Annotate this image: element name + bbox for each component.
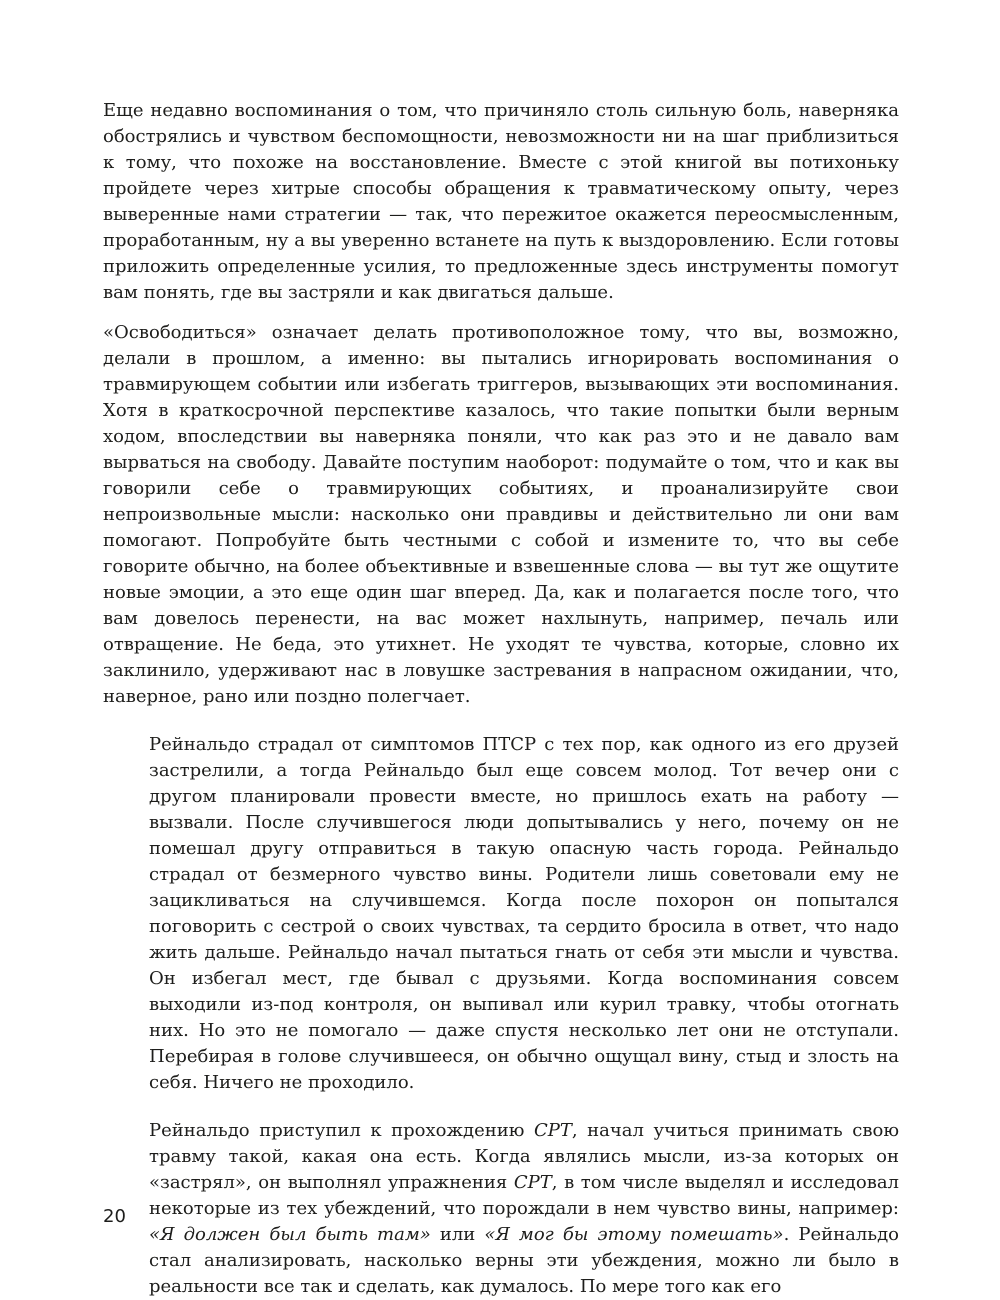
body-text	[103, 98, 899, 1300]
paragraph-recovery-intro: Еще недавно воспоминания о том, что причиняло столь сильную боль, наверняка обострялись и чувством беспомощности, невозможности ни на шаг приблизиться к тому, что похоже на восстановление. Вместе с этой книгой вы потихоньку пройдете через хитрые способы обращения к травматическому опыту, через выверенные нами стратегии — так, что пережитое окажется переосмысленным, проработанным, ну а вы уверенно встанете на путь к выздоровлению. Если готовы приложить определенные усилия, то предложенные здесь инструменты помогут вам понять, где вы застряли и как двигаться дальше.	[103, 100, 899, 303]
text-segment: или	[430, 1224, 485, 1245]
term-cpt: CPT	[533, 1120, 572, 1141]
text-segment: Рейнальдо приступил к прохождению	[149, 1120, 534, 1141]
text-segment: , начал учиться принимать свою травму такой, какая она есть. Когда являлись мысли, из-за которых он «застрял», он выполнял упражнения	[149, 1120, 899, 1193]
term-cpt: CPT	[513, 1172, 552, 1193]
paragraph-case-treatment	[149, 1118, 899, 1300]
paragraph-case-story: Рейнальдо страдал от симптомов ПТСР с тех пор, как одного из его друзей застрелили, а тогда Рейнальдо был еще совсем молод. Тот вечер они с другом планировали провести вместе, но пришлось ехать на работу — вызвали. После случившегося люди допытывались у него, почему он не помешал другу отправиться в такую опасную часть города. Рейнальдо страдал от безмерного чувство вины. Родители лишь советовали ему не зацикливаться на случившемся. Когда после похорон он попытался поговорить с сестрой о своих чувствах, та сердито бросила в ответ, что надо жить дальше. Рейнальдо начал пытаться гнать от себя эти мысли и чувства. Он избегал мест, где бывал с друзьями. Когда воспоминания совсем выходили из-под контроля, он выпивал или курил травку, чтобы отогнать них. Но это не помогало — даже спустя несколько лет они не отступали. Перебирая в голове случившееся, он обычно ощущал вину, стыд и злость на себя. Ничего не проходило.	[149, 734, 899, 1093]
text-segment: . Рейнальдо стал анализировать, насколько верны эти убеждения, можно ли было в реальности все так и сделать, как думалось. По мере того как его	[149, 1224, 899, 1297]
text-segment: , в том числе выделял и исследовал некоторые из тех убеждений, что порождали в нем чувство вины, например:	[149, 1172, 899, 1219]
page-number: 20	[103, 1206, 126, 1227]
paragraph-break-free: «Освободиться» означает делать противоположное тому, что вы, возможно, делали в прошлом, а именно: вы пытались игнорировать воспоминания о травмирующем событии или избегать триггеров, вызывающих эти воспоминания. Хотя в краткосрочной перспективе казалось, что такие попытки были верным ходом, впоследствии вы наверняка поняли, что как раз это и не давало вам вырваться на свободу. Давайте поступим наоборот: подумайте о том, что и как вы говорили себе о травмирующих событиях, и проанализируйте свои непроизвольные мысли: насколько они правдивы и действительно ли они вам помогают. Попробуйте быть честными с собой и измените то, что вы себе говорите обычно, на более объективные и взвешенные слова — вы тут же ощутите новые эмоции, а это еще один шаг вперед. Да, как и полагается после того, что вам довелось перенести, на вас может нахлынуть, например, печаль или отвращение. Не беда, это утихнет. Не уходят те чувства, которые, словно их заклинило, удерживают нас в ловушке застревания в напрасном ожидании, что, наверное, рано или поздно полегчает.	[103, 322, 899, 707]
belief-quote: «Я должен был быть там»	[149, 1224, 431, 1245]
belief-quote: «Я мог бы этому помешать»	[484, 1224, 784, 1245]
